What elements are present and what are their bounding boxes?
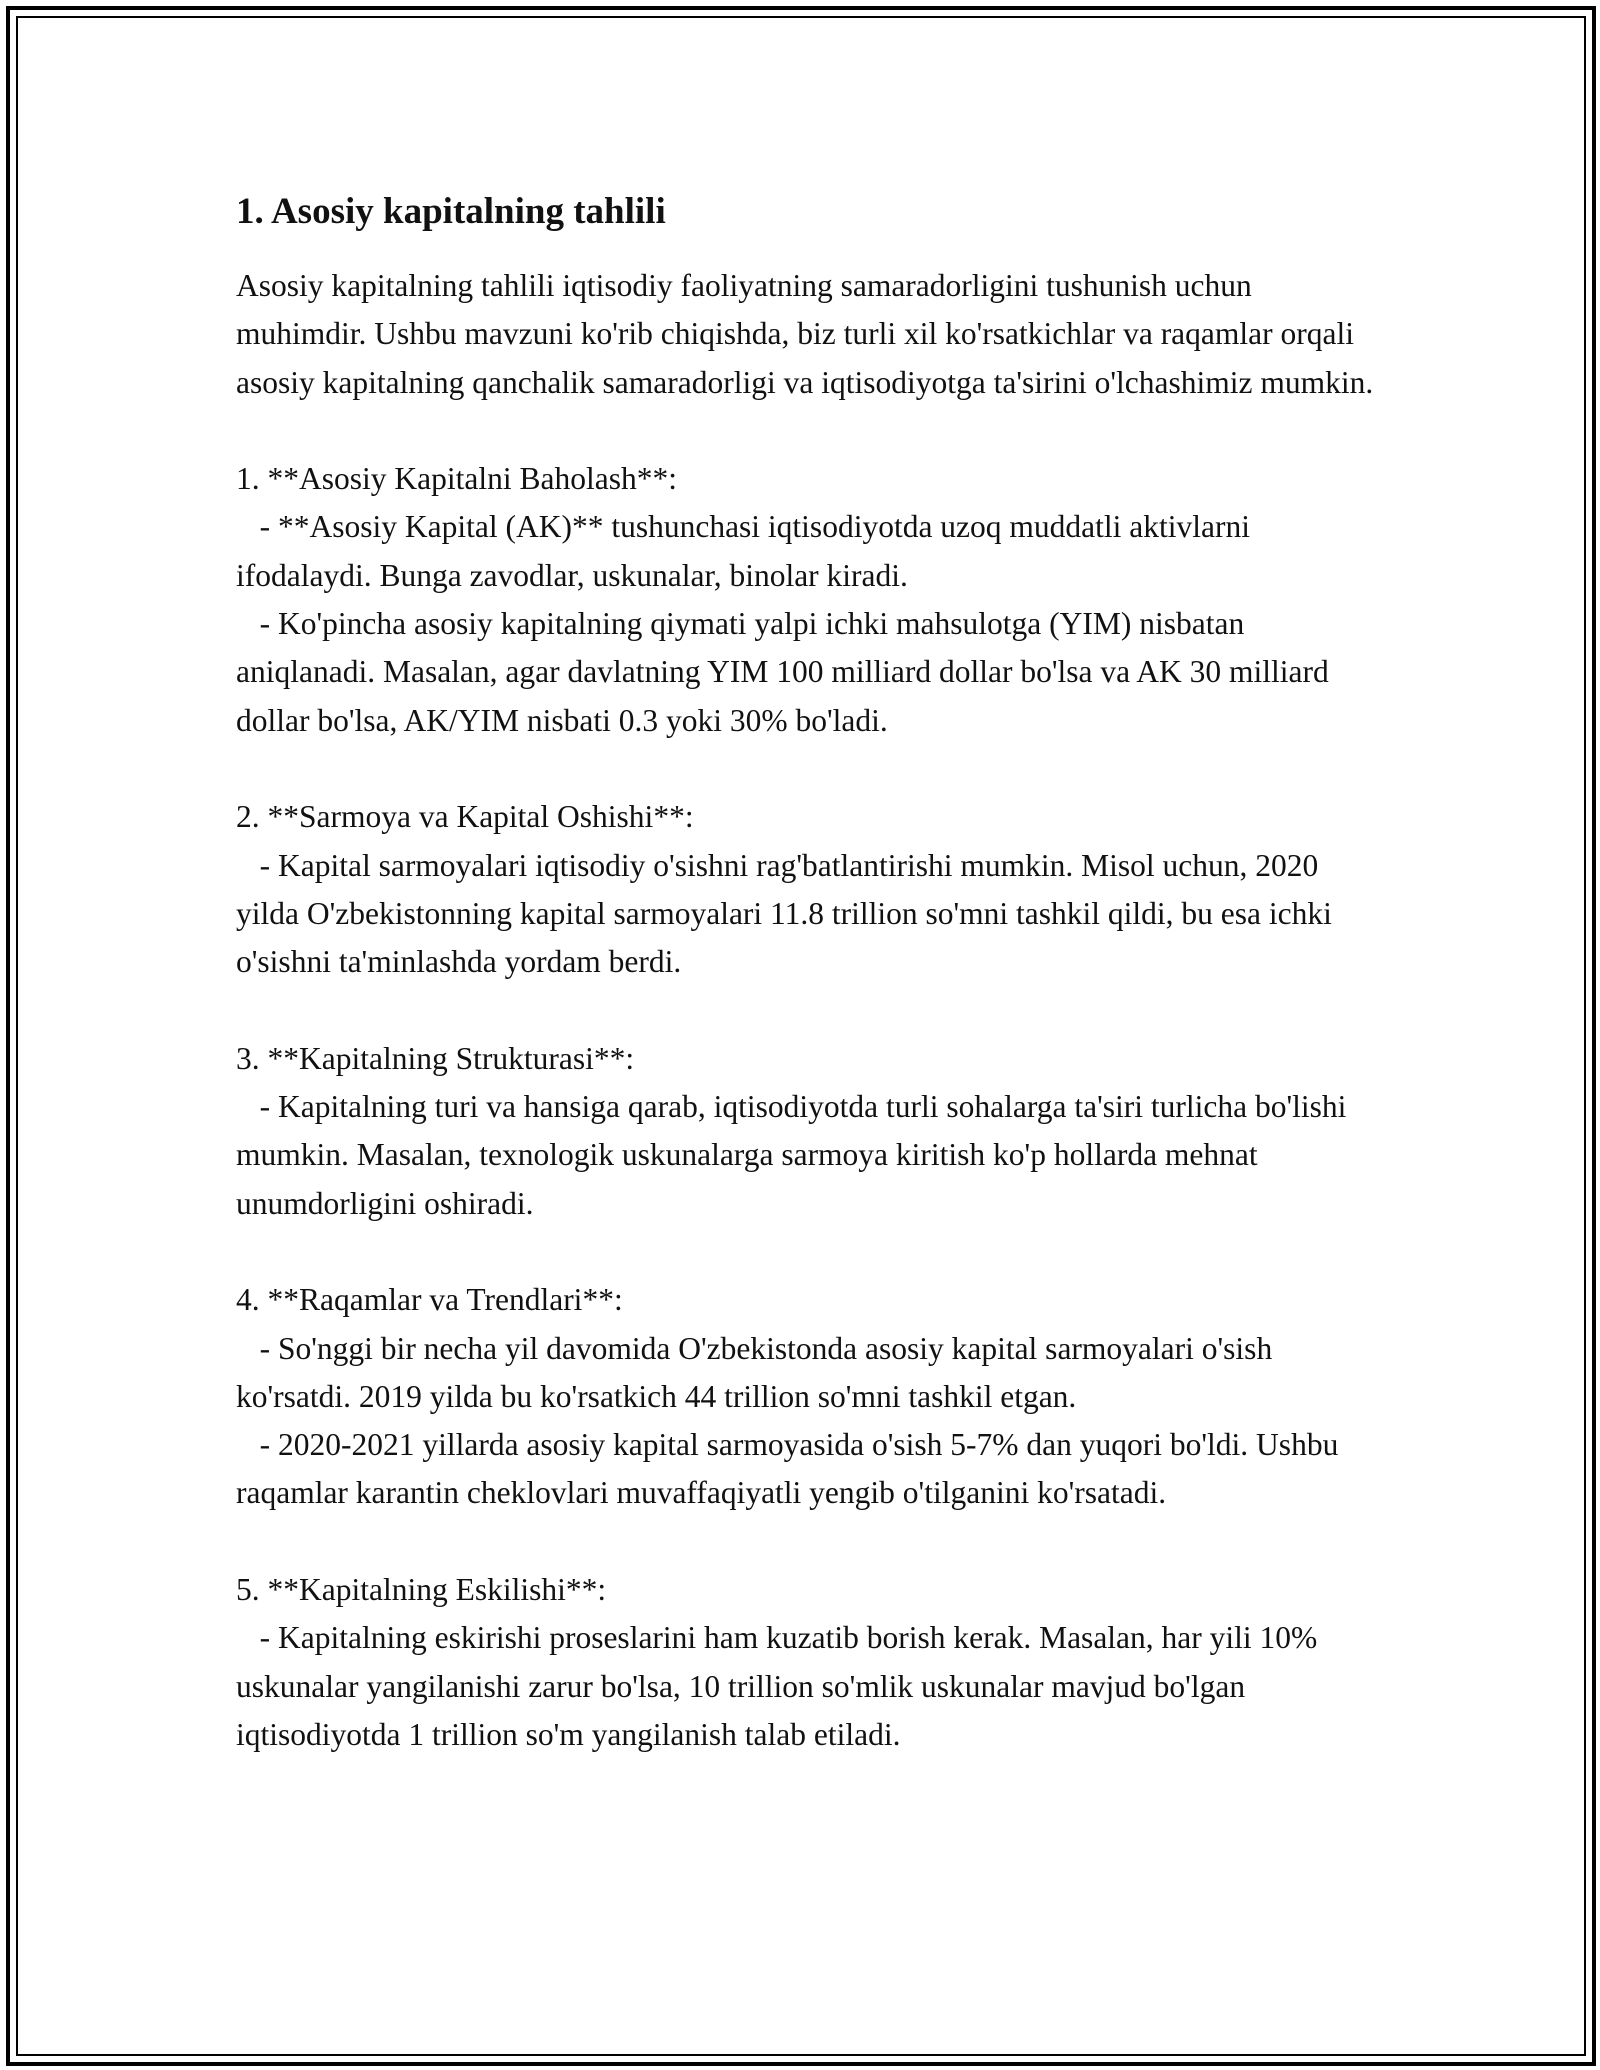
spacer bbox=[236, 986, 1376, 1034]
spacer bbox=[236, 1228, 1376, 1276]
section-bullet: - Kapital sarmoyalari iqtisodiy o'sishni rag'batlantirishi mumkin. Misol uchun, 2020 yilda O'zbekistonning kapital sarmoyalari 11.8 trillion so'mni tashkil qildi, bu esa ichki o'sishni ta'minlashda yordam berdi. bbox=[236, 847, 1340, 980]
intro-paragraph: Asosiy kapitalning tahlili iqtisodiy faoliyatning samaradorligini tushunish uchun muhimdir. Ushbu mavzuni ko'rib chiqishda, biz turli xil ko'rsatkichlar va raqamlar orqali asosiy kapitalning qanchalik samaradorligi va iqtisodiyotga ta'sirini o'lchashimiz mumkin. bbox=[236, 268, 1374, 400]
section-bullet: - **Asosiy Kapital (AK)** tushunchasi iqtisodiyotda uzoq muddatli aktivlarni ifodalaydi. Bunga zavodlar, uskunalar, binolar kiradi. bbox=[236, 509, 1258, 593]
section-kapitalning-eskilishi bbox=[236, 1566, 1376, 1759]
section-asosiy-kapitalni-baholash bbox=[236, 455, 1376, 745]
spacer bbox=[236, 407, 1376, 455]
section-bullet: - Ko'pincha asosiy kapitalning qiymati yalpi ichki mahsulotga (YIM) nisbatan aniqlanadi. Masalan, agar davlatning YIM 100 milliard dollar bo'lsa va AK 30 milliard dollar bo'lsa, AK/YIM nisbati 0.3 yoki 30% bo'ladi. bbox=[236, 606, 1337, 738]
spacer bbox=[236, 1518, 1376, 1566]
section-bullet: - 2020-2021 yillarda asosiy kapital sarmoyasida o'sish 5-7% dan yuqori bo'ldi. Ushbu raqamlar karantin cheklovlari muvaffaqiyatli yengib o'tilganini ko'rsatadi. bbox=[236, 1427, 1347, 1511]
section-kapitalning-strukturasi bbox=[236, 1035, 1376, 1228]
section-heading: 1. **Asosiy Kapitalni Baholash**: bbox=[236, 461, 677, 497]
section-heading: 5. **Kapitalning Eskilishi**: bbox=[236, 1572, 607, 1608]
section-sarmoya-va-kapital-oshishi bbox=[236, 793, 1376, 986]
section-bullet: - Kapitalning turi va hansiga qarab, iqtisodiyotda turli sohalarga ta'siri turlicha bo'lishi mumkin. Masalan, texnologik uskunalarga sarmoya kiritish ko'p hollarda mehnat unumdorligini oshiradi. bbox=[236, 1089, 1355, 1221]
section-bullet: - Kapitalning eskirishi proseslarini ham kuzatib borish kerak. Masalan, har yili 10% uskunalar yangilanishi zarur bo'lsa, 10 trillion so'mlik uskunalar mavjud bo'lgan iqtisodiyotda 1 trillion so'm yangilanish talab etiladi. bbox=[236, 1620, 1326, 1752]
section-heading: 4. **Raqamlar va Trendlari**: bbox=[236, 1282, 623, 1318]
document-body bbox=[236, 188, 1376, 1759]
spacer bbox=[236, 745, 1376, 793]
section-heading: 3. **Kapitalning Strukturasi**: bbox=[236, 1040, 635, 1076]
document-title: 1. Asosiy kapitalning tahlili bbox=[236, 191, 666, 232]
section-bullet: - So'nggi bir necha yil davomida O'zbekistonda asosiy kapital sarmoyalari o'sish ko'rsatdi. 2019 yilda bu ko'rsatkich 44 trillion so'mni tashkil etgan. bbox=[236, 1330, 1281, 1414]
section-heading: 2. **Sarmoya va Kapital Oshishi**: bbox=[236, 799, 694, 835]
section-raqamlar-va-trendlari bbox=[236, 1276, 1376, 1517]
